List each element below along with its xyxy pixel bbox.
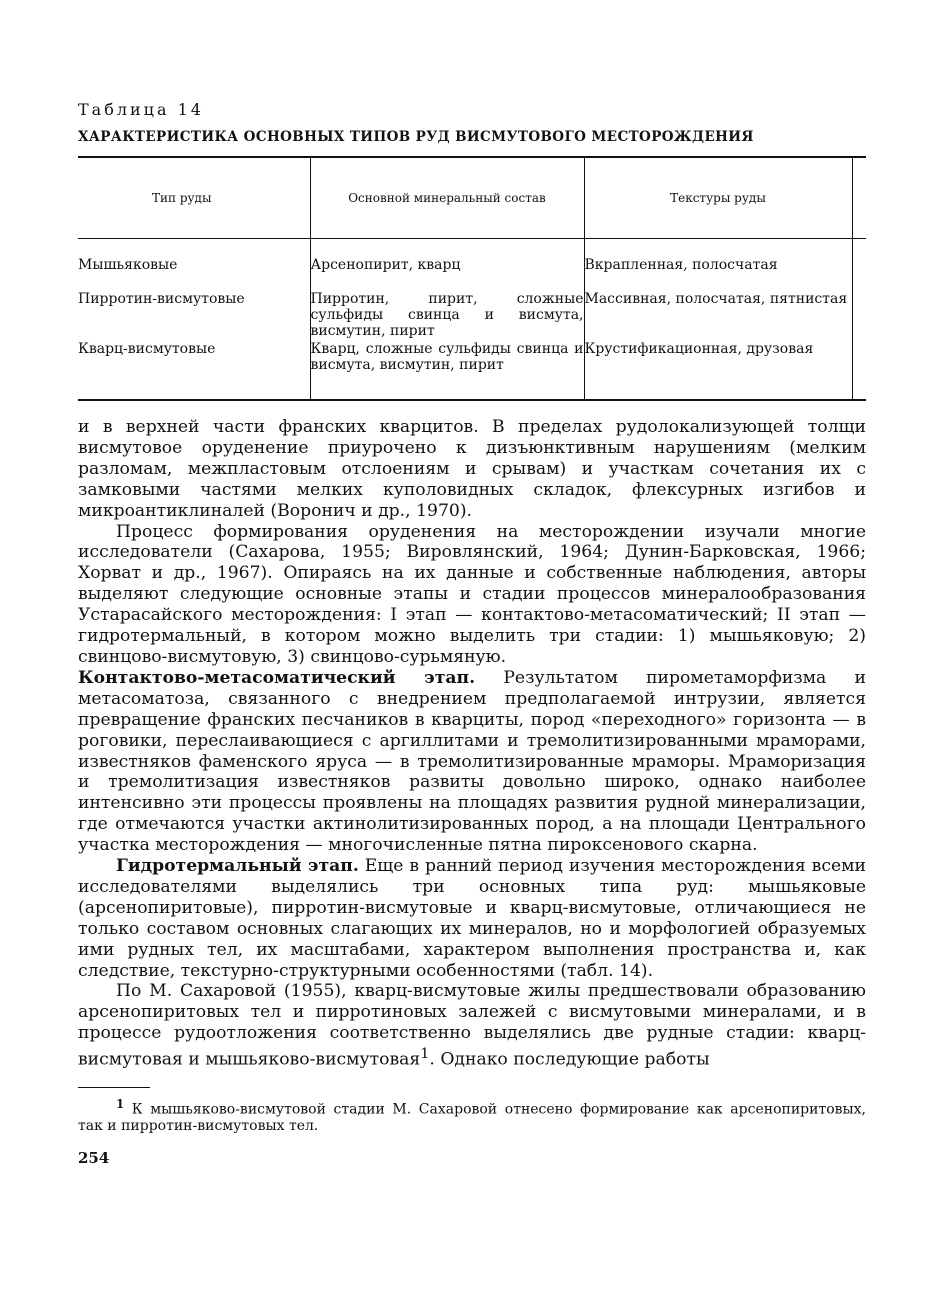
section-heading-contact-metasomatic: Контактово-метасоматический этап. [78, 667, 476, 688]
footnote [78, 1096, 866, 1136]
cell-ore-type: Кварц-висмутовые [78, 341, 310, 400]
cell-minerals: Арсенопирит, кварц [310, 239, 584, 292]
table-row [78, 341, 866, 400]
paragraph [78, 417, 866, 522]
paragraph-text: Результатом пирометаморфизма и метасоматоза, связанного с внедрением предполагаемой интрузии, является превращение франских песчаников в кварциты, пород «переходного» горизонта — в роговики, переслаивающиеся с аргиллитами и тремолитизированными мраморами, известняков фаменского яруса — в тремолитизированные мраморы. Мраморизация и тремолитизация известняков развиты довольно широко, однако наиболее интенсивно эти процессы проявлены на площадях развития рудной минерализации, где отмечаются участки актинолитизированных пород, а на площади Центрального участка месторождения — многочисленные пятна пироксенового скарна. [78, 667, 866, 856]
table-row [78, 239, 866, 292]
footnote-reference[interactable]: 1 [420, 1046, 430, 1063]
cell-ore-type: Мышьяковые [78, 239, 310, 292]
header-mineral-composition: Основной минеральный состав [310, 157, 584, 239]
footnote-mark: 1 [116, 1096, 125, 1111]
paragraph [78, 668, 866, 856]
paragraph [78, 522, 866, 668]
cell-spacer [852, 239, 866, 292]
header-ore-textures: Текстуры руды [584, 157, 852, 239]
page-number: 254 [78, 1149, 110, 1168]
header-ore-type: Тип руды [78, 157, 310, 239]
table-caption: ХАРАКТЕРИСТИКА ОСНОВНЫХ ТИПОВ РУД ВИСМУТОВОГО МЕСТОРОЖДЕНИЯ [78, 129, 754, 145]
footnote-divider [78, 1087, 150, 1088]
paragraph-text: Процесс формирования оруденения на месторождении изучали многие исследователи (Сахарова, 1955; Вировлянский, 1964; Дунин-Барковская, 1966; Хорват и др., 1967). Опираясь на их данные и собственные наблюдения, авторы выделяют следующие основные этапы и стадии процессов минералообразования Устарасайского месторождения: I этап — контактово-метасоматический; II этап — гидротермальный, в котором можно выделить три стадии: 1) мышьяковую; 2) свинцово-висмутовую, 3) свинцово-сурьмяную. [78, 521, 866, 667]
cell-textures: Крустификационная, друзовая [584, 341, 852, 400]
cell-ore-type: Пирротин-висмутовые [78, 291, 310, 341]
cell-spacer [852, 291, 866, 341]
cell-textures: Массивная, полосчатая, пятнистая [584, 291, 852, 341]
header-spacer [852, 157, 866, 239]
cell-minerals: Кварц, сложные сульфиды свинца и висмута, висмутин, пирит [310, 341, 584, 400]
ore-types-table [78, 156, 866, 401]
cell-minerals: Пирротин, пирит, сложные сульфиды свинца и висмута, висмутин, пирит [310, 291, 584, 339]
body-text [78, 417, 866, 1071]
paragraph-text: и в верхней части франских кварцитов. В пределах рудолокализующей толщи висмутовое оруденение приурочено к дизъюнктивным нарушениям (мелким разломам, межпластовым отслоениям и срывам) и участкам сочетания их с замковыми частями мелких куполовидных складок, флексурных изгибов и микроантиклиналей (Воронич и др., 1970). [78, 417, 866, 521]
paragraph-text: Еще в ранний период изучения месторождения всеми исследователями выделялись три основных типа руд: мышьяковые (арсенопиритовые), пирротин-висмутовые и кварц-висмутовые, отличающиеся не только составом основных слагающих их минералов, но и морфологией образуемых ими рудных тел, их масштабами, характером выполнения пространства и, как следствие, текстурно-структурными особенностями (табл. 14). [78, 856, 866, 981]
book-page [78, 100, 866, 1167]
table-row [78, 291, 866, 341]
cell-spacer [852, 341, 866, 400]
paragraph-text-tail: . Однако последующие работы [429, 1049, 710, 1070]
paragraph [78, 856, 866, 981]
cell-textures: Вкрапленная, полосчатая [584, 239, 852, 292]
table-header-row [78, 157, 866, 239]
section-heading-hydrothermal: Гидротермальный этап. [116, 856, 359, 877]
paragraph [78, 981, 866, 1070]
paragraph-text: По М. Сахаровой (1955), кварц-висмутовые жилы предшествовали образованию арсенопиритовых тел и пирротиновых залежей с висмутовыми минералами, и в процессе рудоотложения соответственно выделялись две рудные стадии: кварц-висмутовая и мышьяково-висмутовая [78, 981, 866, 1070]
footnote-text: К мышьяково-висмутовой стадии М. Сахаровой отнесено формирование как арсенопиритовых, так и пирротин-висмутовых тел. [78, 1101, 866, 1135]
table-number: Таблица 14 [78, 100, 204, 119]
